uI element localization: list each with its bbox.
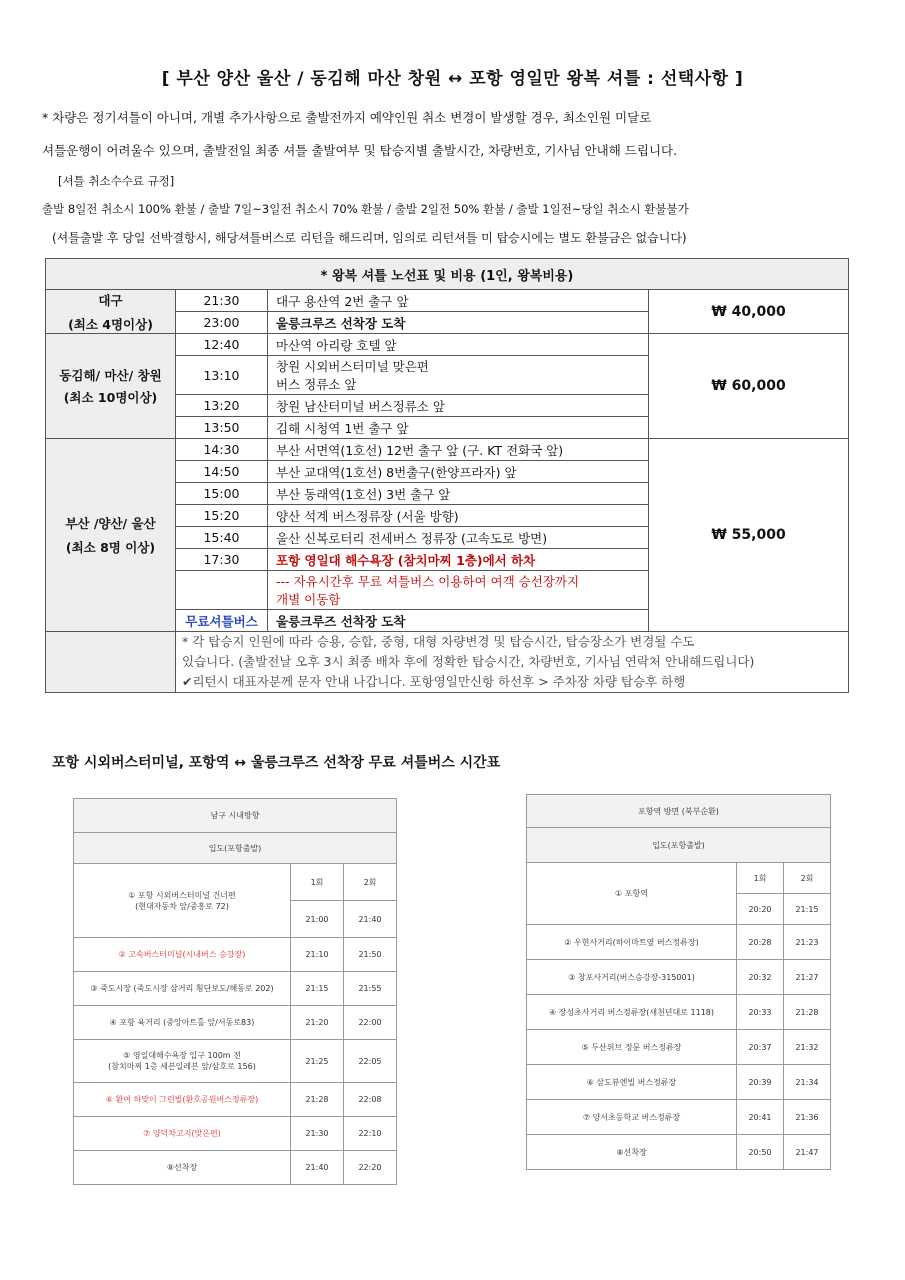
page-title: [ 부산 양산 울산 / 동김해 마산 창원 ↔ 포항 영일만 왕복 셔틀 : 선택사항 ]: [161, 69, 744, 89]
notice-line-1: * 차량은 정기셔틀이 아니며, 개별 추가사항으로 출발전까지 예약인원 취소 변경이 발생할 경우, 최소인원 미달로: [42, 110, 652, 125]
time-cell: 21:34: [784, 1065, 831, 1100]
stop-cell: 창원 남산터미널 버스정류소 앞: [268, 395, 649, 417]
stop-cell: [268, 571, 649, 610]
stop-cell: ⑧선착장: [527, 1135, 737, 1170]
time-cell: 21:23: [784, 925, 831, 960]
time-cell: 21:28: [291, 1083, 344, 1117]
time-cell: 20:39: [737, 1065, 784, 1100]
table-row: [527, 960, 831, 995]
schedule-table-left: [73, 798, 397, 1185]
region-min: (최소 10명이상): [63, 390, 158, 405]
schedule-section-title: 포항 시외버스터미널, 포항역 ↔ 울릉크루즈 선착장 무료 셔틀버스 시간표: [52, 755, 501, 771]
stop-cell: 마산역 아리랑 호텔 앞: [268, 334, 649, 356]
region-min: (최소 8명 이상): [65, 540, 156, 555]
time-cell: 21:00: [291, 901, 344, 938]
stop-cell: ② 고속버스터미널(시내버스 승강장): [74, 938, 291, 972]
region-name: 부산 /양산/ 울산: [65, 516, 156, 531]
table-row: [46, 334, 849, 356]
time-cell: 20:32: [737, 960, 784, 995]
region-cell: [46, 290, 176, 334]
schedule-subtitle: 입도(포항출발): [527, 828, 831, 863]
region-min: (최소 4명이상): [68, 316, 153, 332]
stop-cell: 부산 서면역(1호선) 12번 출구 앞 (구. KT 전화국 앞): [268, 439, 649, 461]
route-fare-table: [45, 258, 849, 693]
stop-cell: ③ 창포사거리(버스승강장-315001): [527, 960, 737, 995]
time-cell: 21:10: [291, 938, 344, 972]
stop-cell: ⑥ 삼도뷰엔빌 버스정류장: [527, 1065, 737, 1100]
table-row: [527, 1135, 831, 1170]
schedule-table-right: [526, 794, 831, 1170]
table-row: [46, 290, 849, 312]
time-cell: 22:08: [344, 1083, 397, 1117]
time-cell: 12:40: [176, 334, 268, 356]
notes-blank: [46, 632, 176, 693]
time-cell: 14:30: [176, 439, 268, 461]
time-cell: 17:30: [176, 549, 268, 571]
stop-cell: ⑤ 두산위브 정문 버스정류장: [527, 1030, 737, 1065]
time-cell: 21:15: [784, 894, 831, 925]
time-cell: 22:10: [344, 1117, 397, 1151]
time-cell: 15:00: [176, 483, 268, 505]
stop-cell: 포항 영일대 해수욕장 (참치마찌 1층)에서 하차: [268, 549, 649, 571]
region-cell: [46, 439, 176, 632]
schedule-title: 포항역 방면 (북부순환): [527, 795, 831, 828]
note-line: * 각 탑승지 인원에 따라 승용, 승합, 중형, 대형 차량변경 및 탑승시간, 탑승장소가 변경될 수도: [182, 634, 695, 649]
table-row: [527, 925, 831, 960]
table-row: [74, 1151, 397, 1185]
col-header: 1회: [291, 864, 344, 901]
time-cell: 14:50: [176, 461, 268, 483]
stop-cell: ③ 죽도시장 (죽도시장 삼거리 횡단보도/해동로 202): [74, 972, 291, 1006]
stop-cell: ⑥ 환여 하맞이 그린빌(환호공원버스정류장): [74, 1083, 291, 1117]
stop-line: 버스 정류소 앞: [276, 377, 357, 392]
time-cell: 21:25: [291, 1040, 344, 1083]
table-row: [527, 1065, 831, 1100]
schedule-title: 남구 시내방향: [74, 799, 397, 833]
time-cell: 21:30: [176, 290, 268, 312]
region-name: 대구: [98, 292, 123, 308]
time-cell: 15:40: [176, 527, 268, 549]
price-cell: ₩ 55,000: [649, 439, 849, 632]
time-cell: 21:15: [291, 972, 344, 1006]
stop-cell: ⑦ 양덕차고지(맞은편): [74, 1117, 291, 1151]
time-cell: 20:28: [737, 925, 784, 960]
time-cell: 21:36: [784, 1100, 831, 1135]
notice-line-2: 셔틀운행이 어려울수 있으며, 출발전일 최종 셔틀 출발여부 및 탑승지별 출발시간, 차량번호, 기사님 안내해 드립니다.: [42, 143, 678, 158]
table-row: [74, 938, 397, 972]
stop-line: (현대자동차 앞/중흥로 72): [135, 901, 229, 911]
note-line: 있습니다. (출발전날 오후 3시 최종 배차 후에 정확한 탑승시간, 차량번호, 기사님 연락처 안내해드립니다): [182, 654, 755, 669]
stop-cell: 울산 신복로터리 전세버스 정류장 (고속도로 방면): [268, 527, 649, 549]
stop-cell: [268, 356, 649, 395]
table-row: [527, 1030, 831, 1065]
stop-cell: 대구 용산역 2번 출구 앞: [268, 290, 649, 312]
stop-cell: [74, 1040, 291, 1083]
stop-line: --- 자유시간후 무료 셔틀버스 이용하여 여객 승선장까지: [276, 574, 580, 589]
fee-policy: 출발 8일전 취소시 100% 환불 / 출발 7일~3일전 취소시 70% 환불 / 출발 2일전 50% 환불 / 출발 1일전~당일 취소시 환불불가: [42, 202, 689, 216]
time-cell: 22:00: [344, 1006, 397, 1040]
stop-cell: 울릉크루즈 선착장 도착: [268, 312, 649, 334]
table-row: [74, 1040, 397, 1083]
col-header: 2회: [784, 863, 831, 894]
stop-cell: ⑧선착장: [74, 1151, 291, 1185]
stop-cell: 양산 석계 버스정류장 (서울 방향): [268, 505, 649, 527]
time-cell: 22:20: [344, 1151, 397, 1185]
time-cell: 13:50: [176, 417, 268, 439]
time-cell: 20:50: [737, 1135, 784, 1170]
stop-line: ① 포항 시외버스터미널 건너편: [128, 890, 236, 900]
stop-line: (참치마찌 1층 세븐일레븐 앞/삼호로 156): [108, 1062, 256, 1071]
time-cell: 13:10: [176, 356, 268, 395]
stop-line: 개별 이동함: [276, 592, 341, 607]
stop-cell: ④ 포항 육거리 (중앙아트홀 앞/서동로83): [74, 1006, 291, 1040]
table-row: [74, 1117, 397, 1151]
notes-cell: [176, 632, 849, 693]
region-name: 동김해/ 마산/ 창원: [59, 368, 162, 383]
stop-cell: ② 우현사거리(하이마트옆 버스정류장): [527, 925, 737, 960]
time-cell: 15:20: [176, 505, 268, 527]
time-cell: 21:40: [344, 901, 397, 938]
time-cell: 21:30: [291, 1117, 344, 1151]
time-cell: 21:40: [291, 1151, 344, 1185]
time-cell: 20:41: [737, 1100, 784, 1135]
time-cell: [176, 571, 268, 610]
fee-note: (셔틀출발 후 당일 선박결항시, 해당셔틀버스로 리턴을 해드리며, 임의로 리턴셔틀 미 탑승시에는 별도 환불금은 없습니다): [52, 231, 687, 245]
stop-cell: 울릉크루즈 선착장 도착: [268, 610, 649, 632]
stop-line: 창원 시외버스터미널 맞은편: [276, 359, 429, 374]
table-row: [74, 972, 397, 1006]
schedule-subtitle: 입도(포항출발): [74, 833, 397, 864]
table-row: [527, 1100, 831, 1135]
notes-row: [46, 632, 849, 693]
region-cell: [46, 334, 176, 439]
stop-cell: ⑦ 양서초등학교 버스정류장: [527, 1100, 737, 1135]
time-cell: 20:33: [737, 995, 784, 1030]
time-cell: 21:27: [784, 960, 831, 995]
stop-cell: ④ 장성초사거리 버스정류장(새천년대로 1118): [527, 995, 737, 1030]
free-shuttle-label: 무료셔틀버스: [176, 610, 268, 632]
time-cell: 21:28: [784, 995, 831, 1030]
stop-cell: 김해 시청역 1번 출구 앞: [268, 417, 649, 439]
time-cell: 21:50: [344, 938, 397, 972]
stop-cell: [74, 864, 291, 938]
time-cell: 21:32: [784, 1030, 831, 1065]
time-cell: 22:05: [344, 1040, 397, 1083]
note-line: ✔리턴시 대표자분께 문자 안내 나갑니다. 포항영일만신항 하선후 > 주차장 차량 탑승후 하행: [182, 674, 686, 689]
time-cell: 21:47: [784, 1135, 831, 1170]
time-cell: 23:00: [176, 312, 268, 334]
col-header: 2회: [344, 864, 397, 901]
stop-cell: 부산 교대역(1호선) 8번출구(한양프라자) 앞: [268, 461, 649, 483]
time-cell: 21:55: [344, 972, 397, 1006]
time-cell: 20:37: [737, 1030, 784, 1065]
table-row: [74, 1006, 397, 1040]
table-row: [46, 439, 849, 461]
stop-cell: ① 포항역: [527, 863, 737, 925]
time-cell: 20:20: [737, 894, 784, 925]
price-cell: ₩ 40,000: [649, 290, 849, 334]
stop-cell: 부산 동래역(1호선) 3번 출구 앞: [268, 483, 649, 505]
table-row: [527, 995, 831, 1030]
table-row: [74, 1083, 397, 1117]
stop-line: ⑤ 영일대해수욕장 입구 100m 전: [123, 1051, 241, 1060]
time-cell: 21:20: [291, 1006, 344, 1040]
col-header: 1회: [737, 863, 784, 894]
route-table-header: * 왕복 셔틀 노선표 및 비용 (1인, 왕복비용): [46, 259, 849, 290]
fee-header: [셔틀 취소수수료 규정]: [58, 174, 175, 188]
time-cell: 13:20: [176, 395, 268, 417]
price-cell: ₩ 60,000: [649, 334, 849, 439]
